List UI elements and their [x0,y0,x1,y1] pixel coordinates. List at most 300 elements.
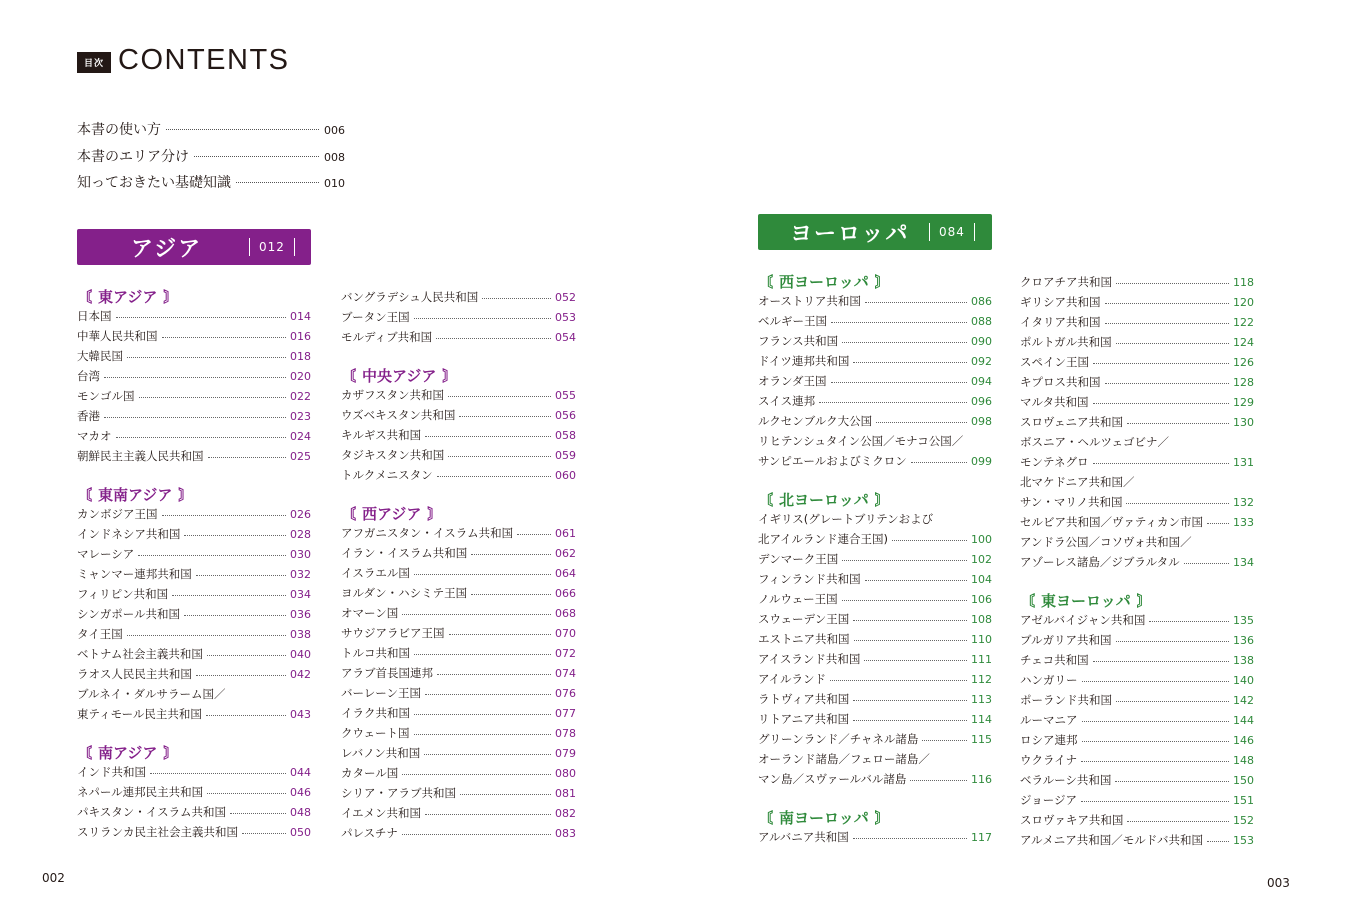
page-number-left: 002 [42,871,65,885]
leader-dots [138,555,286,556]
toc-entry[interactable] [1020,710,1254,730]
toc-entry[interactable] [1020,750,1254,770]
entry-name: アンドラ公国／コソヴォ共和国／ [1020,535,1192,549]
intro-item[interactable] [77,119,345,146]
region-name: アジア [131,236,203,262]
entry-page: 099 [971,454,992,468]
entry-name: ウズベキスタン共和国 [341,408,456,422]
toc-entry[interactable] [341,723,576,743]
entry-page: 144 [1233,713,1254,727]
entry-name: オーランド諸島／フェロー諸島／ [758,752,930,766]
leader-dots [1149,621,1229,622]
entry-name: ベルギー王国 [758,314,827,328]
section-heading [77,742,311,762]
toc-entry[interactable] [77,704,311,724]
leader-dots [1127,423,1229,424]
spacer [758,471,992,489]
entry-page: 058 [555,428,576,442]
leader-dots [1116,343,1229,344]
entry-name: ボスニア・ヘルツェゴビナ／ [1020,435,1170,449]
entry-page: 126 [1233,355,1254,369]
entry-name: 台湾 [77,369,100,383]
entry-name: オマーン国 [341,606,399,620]
entry-name: イスラエル国 [341,566,410,580]
toc-entry[interactable] [1020,332,1254,352]
toc-entry[interactable] [1020,512,1254,532]
divider [929,223,930,241]
entry-page: 150 [1233,773,1254,787]
toc-entry[interactable] [77,346,311,366]
entry-name: ブルガリア共和国 [1020,633,1112,647]
leader-dots [184,615,286,616]
leader-dots [207,793,286,794]
bracket-icon: 〘 [341,366,357,385]
leader-dots [842,600,967,601]
entry-page: 135 [1233,613,1254,627]
entry-name: ミャンマー連邦共和国 [77,567,192,581]
spacer [1020,572,1254,590]
toc-entry[interactable] [341,307,576,327]
entry-page: 134 [1233,555,1254,569]
entry-page: 140 [1233,673,1254,687]
toc-entry[interactable] [341,583,576,603]
leader-dots [184,535,286,536]
entry-page: 046 [290,785,311,799]
toc-entry[interactable] [1020,292,1254,312]
entry-page: 136 [1233,633,1254,647]
toc-entry[interactable] [1020,392,1254,412]
leader-dots [425,814,551,815]
toc-entry[interactable] [758,411,992,431]
bracket-icon: 〘 [758,272,774,291]
toc-entry[interactable] [758,371,992,391]
toc-entry[interactable] [1020,810,1254,830]
leader-dots [1105,323,1230,324]
toc-entry[interactable] [758,729,992,749]
toc-entry[interactable] [77,326,311,346]
toc-entry[interactable] [77,762,311,782]
entry-page: 050 [290,825,311,839]
entry-name: トルコ共和国 [341,646,410,660]
leader-dots [1093,403,1229,404]
bracket-icon: 〙 [1136,591,1152,610]
toc-entry[interactable] [77,604,311,624]
entry-page: 054 [555,330,576,344]
leader-dots [1207,523,1229,524]
leader-dots [402,774,551,775]
toc-entry[interactable] [341,287,576,307]
toc-entry[interactable] [341,623,576,643]
europe-column-2 [1020,272,1254,850]
entry-name: キプロス共和国 [1020,375,1101,389]
toc-entry[interactable] [77,664,311,684]
leader-dots [139,397,287,398]
entry-name: タジキスタン共和国 [341,448,445,462]
leader-dots [482,298,551,299]
bracket-icon: 〙 [874,490,890,509]
intro-item[interactable] [77,146,345,173]
toc-entry[interactable] [77,802,311,822]
toc-entry[interactable] [77,564,311,584]
spacer [77,466,311,484]
leader-dots [236,182,319,183]
entry-name: ラオス人民民主共和国 [77,667,192,681]
entry-page: 076 [555,686,576,700]
toc-entry[interactable] [1020,312,1254,332]
bracket-icon: 〙 [178,485,194,504]
entry-page: 061 [555,526,576,540]
toc-entry[interactable] [758,509,992,529]
leader-dots [166,129,319,130]
entry-page: 043 [290,707,311,721]
page-number-right: 003 [1267,876,1290,890]
entry-page: 142 [1233,693,1254,707]
entry-name: スイス連邦 [758,394,816,408]
leader-dots [1115,781,1229,782]
leader-dots [1093,463,1229,464]
toc-entry[interactable] [341,663,576,683]
section-heading [758,489,992,509]
leader-dots [471,554,551,555]
toc-entry[interactable] [77,366,311,386]
entry-page: 064 [555,566,576,580]
leader-dots [1081,801,1229,802]
toc-entry[interactable] [341,603,576,623]
entry-page: 068 [555,606,576,620]
entry-page: 100 [971,532,992,546]
entry-page: 092 [971,354,992,368]
toc-entry[interactable] [758,649,992,669]
section-title: 東南アジア [98,485,173,504]
toc-entry[interactable] [758,629,992,649]
intro-item[interactable] [77,172,345,199]
toc-entry[interactable] [758,331,992,351]
toc-entry[interactable] [1020,730,1254,750]
toc-entry[interactable] [1020,770,1254,790]
entry-page: 111 [971,652,992,666]
toc-entry[interactable] [1020,830,1254,850]
entry-name: リトアニア共和国 [758,712,850,726]
entry-name: レバノン共和国 [341,746,421,760]
entry-name: オランダ王国 [758,374,827,388]
toc-entry[interactable] [77,386,311,406]
toc-entry[interactable] [758,311,992,331]
entry-page: 138 [1233,653,1254,667]
toc-entry[interactable] [1020,532,1254,552]
toc-entry[interactable] [341,683,576,703]
entry-name: マカオ [77,429,112,443]
entry-page: 102 [971,552,992,566]
section-heading [77,484,311,504]
toc-entry[interactable] [341,327,576,347]
toc-entry[interactable] [341,823,576,843]
toc-entry[interactable] [341,465,576,485]
entry-page: 020 [290,369,311,383]
entry-name: スウェーデン王国 [758,612,850,626]
entry-name: エストニア共和国 [758,632,850,646]
entry-page: 079 [555,746,576,760]
leader-dots [1093,661,1229,662]
entry-name: イギリス(グレートブリテンおよび [758,512,934,526]
divider [249,238,250,256]
toc-entry[interactable] [758,589,992,609]
leader-dots [104,377,286,378]
toc-entry[interactable] [758,669,992,689]
entry-page: 114 [971,712,992,726]
toc-entry[interactable] [341,425,576,445]
entry-name: アルメニア共和国／モルドバ共和国 [1020,833,1203,847]
entry-name: マルタ共和国 [1020,395,1089,409]
entry-name: ベトナム社会主義共和国 [77,647,203,661]
toc-entry[interactable] [77,446,311,466]
bracket-icon: 〘 [341,504,357,523]
section-title: 東アジア [98,287,158,306]
toc-entry[interactable] [1020,272,1254,292]
entry-name: ネパール連邦民主共和国 [77,785,204,799]
entry-name: イラン・イスラム共和国 [341,546,468,560]
section-title: 東ヨーロッパ [1041,591,1131,610]
entry-name: シンガポール共和国 [77,607,180,621]
asia-column-1 [77,286,311,842]
leader-dots [1207,841,1229,842]
leader-dots [460,794,551,795]
region-banner-asia[interactable] [77,229,311,265]
bracket-icon: 〘 [77,287,93,306]
intro-item-page: 008 [324,150,345,164]
leader-dots [864,660,967,661]
entry-page: 074 [555,666,576,680]
toc-entry[interactable] [341,763,576,783]
toc-entry[interactable] [758,709,992,729]
entry-page: 118 [1233,275,1254,289]
toc-entry[interactable] [758,431,992,451]
leader-dots [414,318,551,319]
region-banner-europe[interactable] [758,214,992,250]
toc-entry[interactable] [1020,670,1254,690]
entry-name: サウジアラビア王国 [341,626,445,640]
toc-entry[interactable] [1020,790,1254,810]
section-title: 西ヨーロッパ [779,272,869,291]
toc-entry[interactable] [758,749,992,769]
toc-entry[interactable] [341,543,576,563]
bracket-icon: 〙 [163,743,179,762]
entry-page: 129 [1233,395,1254,409]
entry-page: 122 [1233,315,1254,329]
leader-dots [206,715,286,716]
leader-dots [437,476,551,477]
bracket-icon: 〘 [1020,591,1036,610]
toc-entry[interactable] [758,609,992,629]
leader-dots [127,357,286,358]
entry-name: チェコ共和国 [1020,653,1089,667]
leader-dots [853,362,967,363]
toc-entry[interactable] [1020,352,1254,372]
entry-page: 032 [290,567,311,581]
leader-dots [911,462,967,463]
bracket-icon: 〘 [77,485,93,504]
toc-entry[interactable] [341,803,576,823]
leader-dots [1105,303,1230,304]
toc-entry[interactable] [77,406,311,426]
entry-page: 014 [290,309,311,323]
leader-dots [1116,701,1229,702]
section-heading [758,271,992,291]
entry-name: インドネシア共和国 [77,527,181,541]
toc-entry[interactable] [1020,372,1254,392]
entry-name: フランス共和国 [758,334,839,348]
toc-entry[interactable] [758,451,992,471]
leader-dots [1081,761,1229,762]
entry-page: 056 [555,408,576,422]
toc-entry[interactable] [758,291,992,311]
toc-entry[interactable] [758,827,992,847]
entry-name: ブータン王国 [341,310,410,324]
toc-entry[interactable] [77,782,311,802]
entry-name: モンテネグロ [1020,455,1089,469]
bracket-icon: 〙 [874,808,890,827]
entry-page: 053 [555,310,576,324]
entry-page: 082 [555,806,576,820]
entry-name: ロシア連邦 [1020,733,1078,747]
entry-name: ポルトガル共和国 [1020,335,1112,349]
intro-item-page: 010 [324,177,345,190]
spacer [341,347,576,365]
toc-entry[interactable] [758,351,992,371]
bracket-icon: 〙 [163,287,179,306]
toc-entry[interactable] [1020,690,1254,710]
toc-entry[interactable] [758,549,992,569]
entry-name: アゼルバイジャン共和国 [1020,613,1146,627]
entry-name: アイルランド [758,672,826,686]
toc-entry[interactable] [1020,472,1254,492]
toc-entry[interactable] [1020,650,1254,670]
entry-page: 130 [1233,415,1254,429]
entry-page: 022 [290,389,311,403]
bracket-icon: 〙 [874,272,890,291]
entry-page: 036 [290,607,311,621]
toc-entry[interactable] [77,684,311,704]
toc-entry[interactable] [341,783,576,803]
region-name: ヨーロッパ [790,221,910,247]
entry-name: サン・マリノ共和国 [1020,495,1123,509]
toc-entry[interactable] [758,529,992,549]
toc-entry[interactable] [77,584,311,604]
leader-dots [853,700,967,701]
toc-entry[interactable] [77,822,311,842]
toc-entry[interactable] [77,524,311,544]
toc-entry[interactable] [341,563,576,583]
entry-name: ベラルーシ共和国 [1020,773,1112,787]
leader-dots [865,580,967,581]
mokuji-badge: 目次 [77,52,111,73]
entry-page: 116 [971,772,992,786]
entry-name: キルギス共和国 [341,428,422,442]
leader-dots [831,382,967,383]
entry-page: 104 [971,572,992,586]
intro-item-label: 本書のエリア分け [77,148,189,165]
leader-dots [162,337,287,338]
section-heading [77,286,311,306]
entry-page: 120 [1233,295,1254,309]
leader-dots [196,675,286,676]
entry-name: 朝鮮民主主義人民共和国 [77,449,204,463]
toc-entry[interactable] [1020,492,1254,512]
leader-dots [853,620,967,621]
toc-entry[interactable] [758,391,992,411]
entry-page: 151 [1233,793,1254,807]
leader-dots [830,680,967,681]
entry-name: フィンランド共和国 [758,572,861,586]
toc-entry[interactable] [341,405,576,425]
entry-page: 059 [555,448,576,462]
section-title: 南ヨーロッパ [779,808,869,827]
toc-entry[interactable] [758,769,992,789]
leader-dots [402,614,551,615]
leader-dots [459,416,551,417]
toc-entry[interactable] [77,644,311,664]
toc-entry[interactable] [341,643,576,663]
entry-page: 038 [290,627,311,641]
toc-entry[interactable] [341,385,576,405]
entry-page: 090 [971,334,992,348]
toc-entry[interactable] [341,445,576,465]
entry-page: 026 [290,507,311,521]
toc-entry[interactable] [77,306,311,326]
entry-page: 098 [971,414,992,428]
section-title: 南アジア [98,743,158,762]
leader-dots [819,402,967,403]
entry-name: スリランカ民主社会主義共和国 [77,825,238,839]
bracket-icon: 〘 [77,743,93,762]
bracket-icon: 〙 [427,504,443,523]
entry-name: アフガニスタン・イスラム共和国 [341,526,514,540]
entry-page: 024 [290,429,311,443]
toc-entry[interactable] [1020,432,1254,452]
leader-dots [1184,563,1229,564]
entry-page: 060 [555,468,576,482]
leader-dots [449,634,552,635]
toc-entry[interactable] [341,523,576,543]
toc-entry[interactable] [77,426,311,446]
entry-page: 062 [555,546,576,560]
entry-name: フィリピン共和国 [77,587,169,601]
toc-entry[interactable] [1020,610,1254,630]
divider [294,238,295,256]
toc-entry[interactable] [77,544,311,564]
toc-entry[interactable] [1020,630,1254,650]
entry-name: ヨルダン・ハシミテ王国 [341,586,468,600]
leader-dots [424,754,551,755]
toc-entry[interactable] [758,689,992,709]
toc-entry[interactable] [77,624,311,644]
section-heading [1020,590,1254,610]
toc-entry[interactable] [77,504,311,524]
leader-dots [425,436,551,437]
leader-dots [876,422,967,423]
entry-page: 070 [555,626,576,640]
leader-dots [414,574,551,575]
entry-name: ポーランド共和国 [1020,693,1112,707]
asia-column-2 [341,287,576,843]
toc-entry[interactable] [1020,552,1254,572]
toc-entry[interactable] [1020,452,1254,472]
toc-entry[interactable] [758,569,992,589]
entry-page: 152 [1233,813,1254,827]
toc-entry[interactable] [1020,412,1254,432]
toc-entry[interactable] [341,743,576,763]
toc-entry[interactable] [341,703,576,723]
entry-name: イタリア共和国 [1020,315,1101,329]
